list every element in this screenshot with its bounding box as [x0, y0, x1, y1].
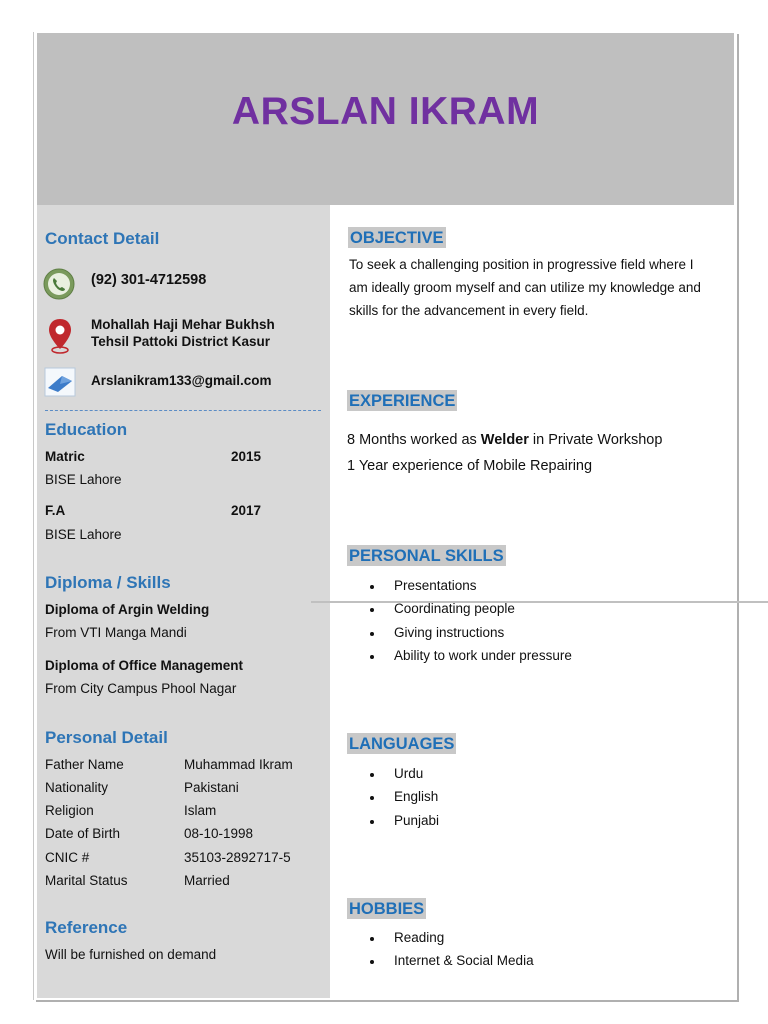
reference-text: Will be furnished on demand: [45, 947, 217, 962]
list-item: Internet & Social Media: [367, 953, 534, 976]
personal-label: CNIC #: [45, 850, 90, 865]
diploma-title: Diploma of Office Management: [45, 658, 244, 673]
objective-heading: OBJECTIVE: [350, 229, 444, 247]
email-address[interactable]: Arslanikram133@gmail.com: [91, 373, 272, 388]
section-divider: [45, 410, 321, 411]
experience-line-2: 1 Year experience of Mobile Repairing: [347, 458, 593, 474]
location-pin-icon: [47, 318, 73, 354]
horizontal-rule: [311, 601, 768, 603]
education-degree: F.A: [45, 503, 66, 518]
personal-value: 35103-2892717-5: [184, 850, 291, 865]
personal-value: 08-10-1998: [184, 826, 254, 841]
experience-heading: EXPERIENCE: [349, 392, 456, 410]
list-item: Reading: [367, 930, 534, 953]
candidate-name: ARSLAN IKRAM: [231, 90, 540, 133]
personal-value: Islam: [184, 803, 217, 818]
personal-value: Pakistani: [184, 780, 239, 795]
list-item: Presentations: [367, 578, 572, 601]
list-item: English: [367, 789, 439, 812]
list-item: Urdu: [367, 766, 439, 789]
list-item: Punjabi: [367, 813, 439, 836]
diploma-heading: Diploma / Skills: [45, 573, 171, 592]
objective-line: am ideally groom myself and can utilize my knowledge and: [349, 280, 701, 295]
list-item: Giving instructions: [367, 625, 572, 648]
objective-line: To seek a challenging position in progressive field where I: [349, 257, 694, 272]
personal-heading: Personal Detail: [45, 728, 168, 747]
diploma-place: From VTI Manga Mandi: [45, 625, 187, 640]
personal-label: Date of Birth: [45, 826, 121, 841]
phone-icon: [43, 268, 75, 300]
experience-role: Welder: [480, 432, 529, 448]
education-board: BISE Lahore: [45, 527, 122, 542]
phone-number: (92) 301-4712598: [91, 272, 207, 288]
personal-label: Religion: [45, 803, 94, 818]
languages-list: [367, 766, 439, 836]
personal-label: Nationality: [45, 780, 109, 795]
personal-label: Father Name: [45, 757, 124, 772]
personal-value: Muhammad Ikram: [184, 757, 293, 772]
email-icon: [44, 367, 76, 397]
contact-heading: Contact Detail: [45, 229, 160, 248]
skills-list: [367, 578, 572, 671]
skills-heading: PERSONAL SKILLS: [349, 547, 504, 565]
education-year: 2017: [231, 503, 262, 518]
experience-line-1: [347, 432, 662, 448]
experience-text: 8 Months worked as: [347, 432, 481, 448]
hobbies-list: [367, 930, 534, 977]
address-line-2: Tehsil Pattoki District Kasur: [91, 334, 271, 349]
experience-text: in Private Workshop: [528, 432, 663, 448]
list-item: Coordinating people: [367, 601, 572, 624]
address-line-1: Mohallah Haji Mehar Bukhsh: [91, 317, 275, 332]
education-board: BISE Lahore: [45, 472, 122, 487]
education-heading: Education: [45, 420, 128, 439]
list-item: Ability to work under pressure: [367, 648, 572, 671]
objective-line: skills for the advancement in every field.: [349, 303, 589, 318]
reference-heading: Reference: [45, 918, 128, 937]
resume-header: [37, 33, 734, 205]
education-year: 2015: [231, 449, 262, 464]
diploma-place: From City Campus Phool Nagar: [45, 681, 237, 696]
diploma-title: Diploma of Argin Welding: [45, 602, 210, 617]
languages-heading: LANGUAGES: [349, 735, 455, 753]
education-degree: Matric: [45, 449, 85, 464]
personal-label: Marital Status: [45, 873, 128, 888]
hobbies-heading: HOBBIES: [349, 900, 425, 918]
personal-value: Married: [184, 873, 230, 888]
